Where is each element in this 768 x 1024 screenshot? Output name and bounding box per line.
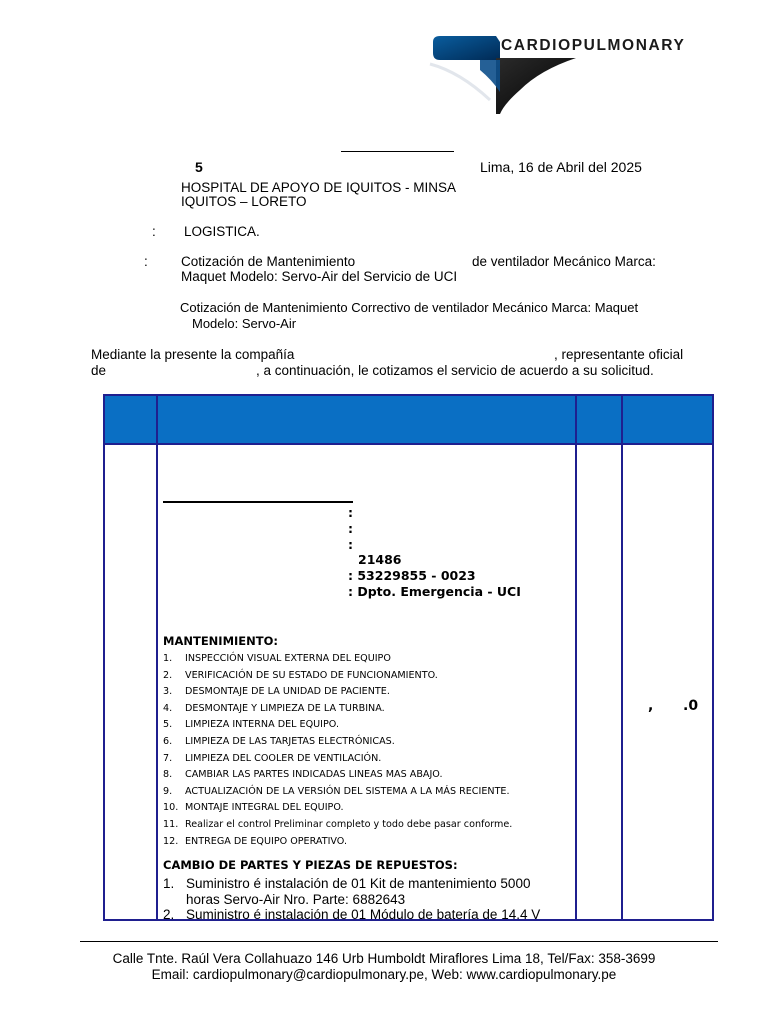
attention-colon: : — [152, 224, 156, 239]
step-number: 9. — [163, 785, 173, 797]
recipient-line-2: IQUITOS – LORETO — [181, 194, 307, 209]
step-number: 8. — [163, 769, 173, 781]
quotation-table — [103, 394, 714, 921]
maintenance-step — [163, 834, 512, 851]
step-text: CAMBIAR LAS PARTES INDICADAS LINEAS MAS ABAJO. — [185, 769, 443, 781]
attention-value: LOGISTICA. — [184, 224, 260, 239]
part-number: 1. — [163, 876, 175, 891]
spec-serial: 21486 — [358, 552, 402, 567]
spec-colon-1: : — [348, 505, 353, 520]
reference-number: 5 — [195, 159, 203, 175]
part-text-line-1: Suministro é instalación de 01 Módulo de batería de 14.4 V — [186, 907, 541, 922]
step-number: 5. — [163, 719, 173, 731]
footer-address: Calle Tnte. Raúl Vera Collahuazo 146 Urb Humboldt Miraflores Lima 18, Tel/Fax: 358-3699 — [112, 951, 656, 966]
column-divider-3 — [621, 396, 623, 919]
step-number: 10. — [163, 802, 179, 814]
subject-text-3: Maquet Modelo: Servo-Air del Servicio de UCI — [181, 269, 458, 284]
step-text: ENTREGA DE EQUIPO OPERATIVO. — [185, 835, 348, 847]
logo-wordmark: CARDIOPULMONARY — [501, 37, 686, 54]
equipment-underline — [163, 501, 353, 503]
company-logo — [400, 20, 730, 120]
step-number: 7. — [163, 752, 173, 764]
part-item — [163, 876, 568, 907]
logo-swoosh-icon — [400, 20, 730, 120]
subject-text-2: de ventilador Mecánico Marca: — [472, 254, 656, 269]
step-number: 11. — [163, 818, 179, 830]
maintenance-step — [163, 784, 512, 801]
part-item — [163, 907, 568, 923]
part-text-line-2: horas Servo-Air Nro. Parte: 6882643 — [186, 891, 406, 907]
step-text: MONTAJE INTEGRAL DEL EQUIPO. — [185, 802, 344, 814]
spec-part-number: : 53229855 - 0023 — [348, 568, 476, 583]
step-number: 1. — [163, 653, 173, 664]
step-number: 6. — [163, 735, 173, 747]
parts-title: CAMBIO DE PARTES Y PIEZAS DE REPUESTOS: — [163, 858, 458, 872]
step-number: 3. — [163, 686, 173, 698]
maintenance-step — [163, 717, 512, 734]
maintenance-step — [163, 751, 512, 768]
footer-rule — [80, 941, 718, 942]
footer-contact: Email: cardiopulmonary@cardiopulmonary.pe, Web: www.cardiopulmonary.pe — [151, 967, 617, 982]
part-number: 2. — [163, 907, 175, 922]
step-text: DESMONTAJE DE LA UNIDAD DE PACIENTE. — [185, 686, 390, 698]
part-text-line-1: Suministro é instalación de 01 Kit de mantenimiento 5000 — [186, 876, 531, 891]
maintenance-steps-list — [163, 651, 512, 850]
step-text: LIMPIEZA DEL COOLER DE VENTILACIÓN. — [185, 752, 382, 764]
column-divider-2 — [575, 396, 577, 919]
intro-line-1a: Mediante la presente la compañía — [91, 347, 295, 362]
spec-location: : Dpto. Emergencia - UCI — [348, 584, 521, 599]
step-text: LIMPIEZA INTERNA DEL EQUIPO. — [185, 719, 340, 731]
reference-line-1: Cotización de Mantenimiento Correctivo de ventilador Mecánico Marca: Maquet — [180, 300, 639, 315]
step-text: VERIFICACIÓN DE SU ESTADO DE FUNCIONAMIENTO. — [185, 669, 438, 681]
subject-text-1: Cotización de Mantenimiento — [181, 254, 356, 269]
price-decimal: .0 — [683, 698, 699, 714]
step-text: ACTUALIZACIÓN DE LA VERSIÓN DEL SISTEMA A LA MÁS RECIENTE. — [185, 785, 510, 797]
step-text: LIMPIEZA DE LAS TARJETAS ELECTRÓNICAS. — [185, 735, 395, 747]
maintenance-step — [163, 651, 512, 668]
step-number: 12. — [163, 835, 179, 847]
step-number: 2. — [163, 669, 173, 681]
maintenance-step — [163, 684, 512, 701]
subject-colon: : — [144, 254, 148, 269]
step-text: INSPECCIÓN VISUAL EXTERNA DEL EQUIPO — [185, 653, 391, 664]
maintenance-step — [163, 817, 512, 834]
maintenance-title: MANTENIMIENTO: — [163, 634, 278, 648]
maintenance-step — [163, 734, 512, 751]
intro-line-2a: de — [91, 363, 107, 378]
parts-list — [163, 876, 568, 923]
reference-underline — [341, 151, 454, 152]
date-line: Lima, 16 de Abril del 2025 — [480, 159, 642, 175]
column-divider-1 — [156, 396, 158, 919]
spec-colon-3: : — [348, 537, 353, 552]
reference-line-2: Modelo: Servo-Air — [192, 316, 297, 331]
step-number: 4. — [163, 702, 173, 714]
price-comma: , — [648, 698, 654, 714]
step-text: Realizar el control Preliminar completo y todo debe pasar conforme. — [185, 818, 513, 830]
intro-line-2b: , a continuación, le cotizamos el servicio de acuerdo a su solicitud. — [256, 363, 654, 378]
maintenance-step — [163, 800, 512, 817]
maintenance-step — [163, 767, 512, 784]
intro-line-1b: , representante oficial — [554, 347, 684, 362]
spec-colon-2: : — [348, 521, 353, 536]
step-text: DESMONTAJE Y LIMPIEZA DE LA TURBINA. — [185, 702, 385, 714]
recipient-line-1: HOSPITAL DE APOYO DE IQUITOS - MINSA — [181, 180, 457, 195]
maintenance-step — [163, 668, 512, 685]
maintenance-step — [163, 701, 512, 718]
